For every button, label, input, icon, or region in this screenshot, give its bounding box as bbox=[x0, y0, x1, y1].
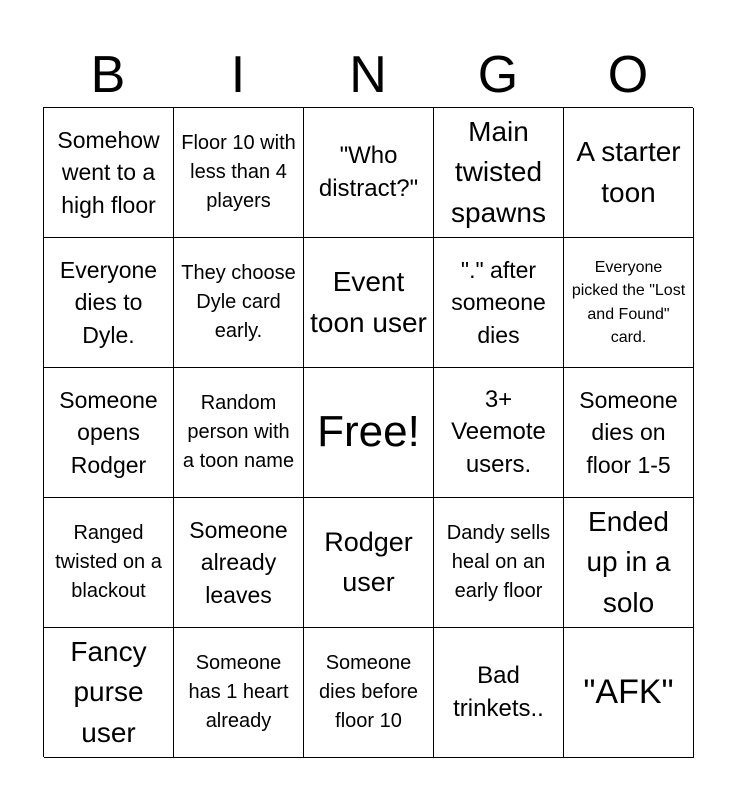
bingo-cell[interactable] bbox=[174, 108, 304, 238]
bingo-cell[interactable] bbox=[174, 628, 304, 758]
cell-text: Rodger user bbox=[324, 527, 413, 597]
bingo-header bbox=[43, 44, 693, 106]
bingo-cell[interactable] bbox=[304, 238, 434, 368]
cell-text: Someone has 1 heart already bbox=[188, 652, 289, 732]
cell-text: Main twisted spawns bbox=[451, 115, 546, 228]
cell-text: Everyone dies to Dyle. bbox=[59, 257, 158, 348]
bingo-cell[interactable] bbox=[44, 368, 174, 498]
cell-text: Ranged twisted on a blackout bbox=[55, 522, 162, 602]
bingo-cell[interactable] bbox=[564, 238, 694, 368]
bingo-cell[interactable] bbox=[304, 628, 434, 758]
cell-text: Event toon user bbox=[310, 265, 427, 338]
cell-text: Someone dies on floor 1-5 bbox=[579, 387, 678, 478]
cell-text: Someone already leaves bbox=[189, 517, 288, 608]
bingo-cell[interactable] bbox=[564, 368, 694, 498]
bingo-cell[interactable] bbox=[44, 628, 174, 758]
header-letter-n: N bbox=[349, 46, 387, 104]
header-letter-b: B bbox=[90, 46, 126, 104]
cell-text: Fancy purse user bbox=[70, 635, 147, 748]
bingo-cell[interactable] bbox=[434, 368, 564, 498]
free-space-text: Free! bbox=[317, 407, 420, 457]
bingo-cell[interactable] bbox=[564, 108, 694, 238]
cell-text: "." after someone dies bbox=[451, 257, 546, 348]
bingo-cell[interactable] bbox=[434, 108, 564, 238]
bingo-cell[interactable] bbox=[304, 108, 434, 238]
header-letter-i: I bbox=[230, 46, 246, 104]
cell-text: "Who distract?" bbox=[318, 142, 419, 202]
bingo-cell[interactable] bbox=[44, 108, 174, 238]
cell-text: Ended up in a solo bbox=[586, 505, 671, 618]
bingo-cell[interactable] bbox=[434, 238, 564, 368]
bingo-cell[interactable] bbox=[434, 628, 564, 758]
bingo-cell[interactable] bbox=[564, 628, 694, 758]
cell-text: 3+ Veemote users. bbox=[451, 385, 546, 478]
cell-text: Someone dies before floor 10 bbox=[319, 652, 418, 732]
cell-text: Bad trinkets.. bbox=[453, 662, 544, 722]
bingo-cell[interactable] bbox=[174, 238, 304, 368]
bingo-board bbox=[43, 107, 693, 757]
bingo-cell[interactable] bbox=[434, 498, 564, 628]
cell-text: Dandy sells heal on an early floor bbox=[446, 522, 551, 602]
cell-text: They choose Dyle card early. bbox=[181, 262, 296, 342]
header-letter-g: G bbox=[477, 46, 519, 104]
bingo-cell[interactable] bbox=[174, 368, 304, 498]
cell-text: Random person with a toon name bbox=[182, 392, 295, 472]
cell-text: Everyone picked the "Lost and Found" card. bbox=[571, 259, 686, 346]
bingo-cell[interactable] bbox=[564, 498, 694, 628]
bingo-cell[interactable] bbox=[44, 498, 174, 628]
header-letter-o: O bbox=[607, 46, 649, 104]
cell-text: Someone opens Rodger bbox=[59, 387, 158, 478]
bingo-cell-free[interactable] bbox=[304, 368, 434, 498]
bingo-cell[interactable] bbox=[174, 498, 304, 628]
cell-text: Somehow went to a high floor bbox=[57, 127, 160, 218]
cell-text: "AFK" bbox=[583, 673, 674, 712]
cell-text: Floor 10 with less than 4 players bbox=[181, 132, 296, 212]
bingo-cell[interactable] bbox=[44, 238, 174, 368]
cell-text: A starter toon bbox=[576, 135, 681, 208]
bingo-cell[interactable] bbox=[304, 498, 434, 628]
